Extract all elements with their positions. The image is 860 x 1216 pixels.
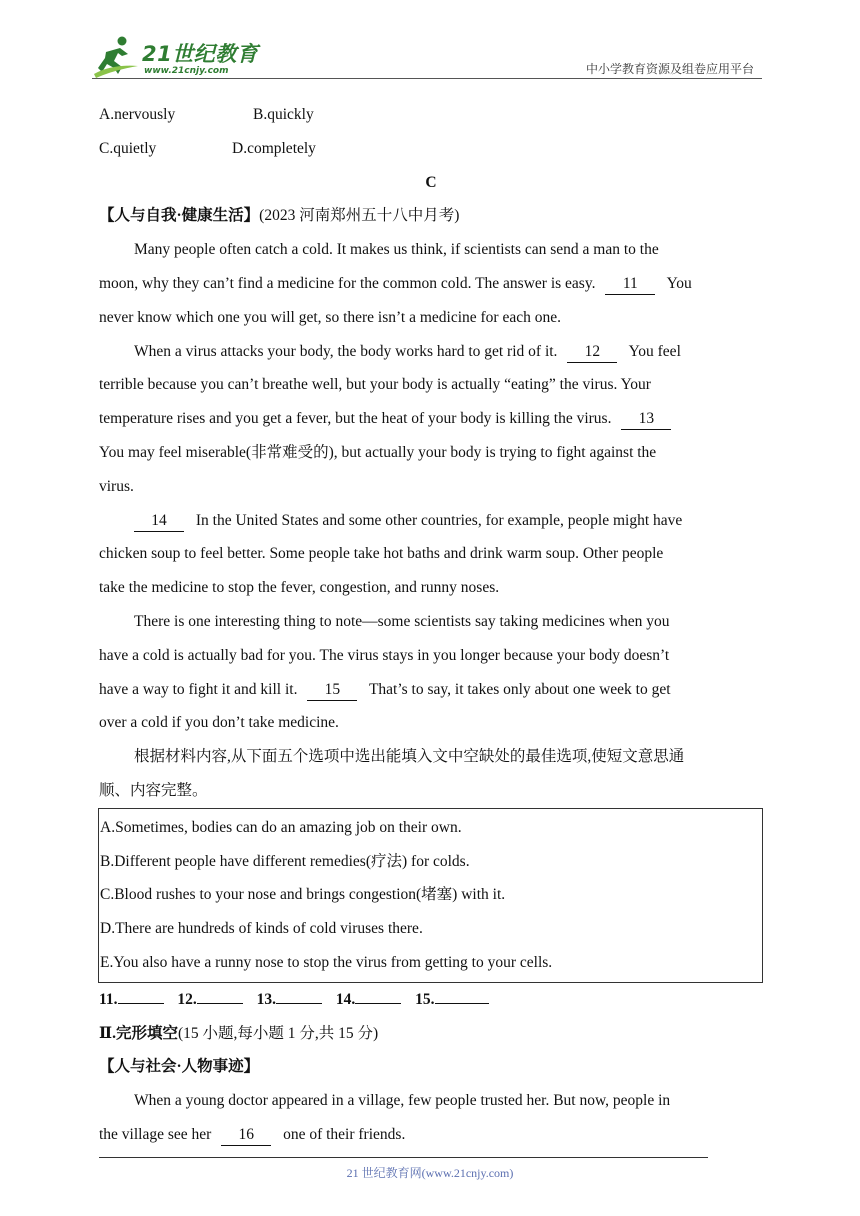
- prev-options-row-1: [99, 98, 763, 132]
- answer-blank-12[interactable]: [197, 1003, 243, 1004]
- prev-options-row-2: [99, 132, 763, 166]
- instruction: [99, 740, 763, 808]
- answer-number: 12.: [177, 990, 197, 1008]
- text-line: [99, 673, 763, 707]
- option-item: D.There are hundreds of kinds of cold viruses there.: [100, 920, 423, 938]
- answer-blank-14[interactable]: [355, 1003, 401, 1004]
- text-span: In the United States and some other countries, for example, people might have: [195, 511, 683, 529]
- text-line: [99, 1118, 763, 1152]
- text-line: take the medicine to stop the fever, congestion, and runny noses.: [99, 579, 500, 597]
- text-line: have a cold is actually bad for you. The virus stays in you longer because your body doesn’t: [99, 646, 670, 664]
- text-line: [99, 335, 763, 369]
- blank-15[interactable]: 15: [307, 680, 357, 701]
- text-line: Many people often catch a cold. It makes us think, if scientists can send a man to the: [134, 241, 659, 259]
- text-span: temperature rises and you get a fever, but the heat of your body is killing the virus.: [99, 410, 612, 428]
- platform-name: 中小学教育资源及组卷应用平台: [585, 62, 754, 76]
- section-2-heading: [99, 1017, 763, 1051]
- text-span: When a young doctor appeared in a village, few people trusted her. But now, people in: [134, 1092, 671, 1110]
- text-span: You feel: [628, 342, 681, 360]
- section-scoring: (15 小题,每小题 1 分,共 15 分): [177, 1024, 379, 1042]
- option-item: A.Sometimes, bodies can do an amazing job on their own.: [100, 818, 462, 836]
- answer-number: 13.: [256, 990, 277, 1008]
- paragraph-3: [99, 504, 763, 605]
- text-line: over a cold if you don’t take medicine.: [99, 714, 339, 732]
- paragraph-4: [99, 605, 763, 740]
- text-span: one of their friends.: [283, 1125, 406, 1143]
- option-a: A.nervously: [99, 106, 176, 123]
- blank-16[interactable]: 16: [221, 1125, 271, 1146]
- source-note: (2023 河南郑州五十八中月考): [259, 207, 460, 225]
- paragraph-1: [99, 233, 763, 334]
- answer-blank-13[interactable]: [276, 1003, 322, 1004]
- answer-number: 11.: [99, 990, 118, 1008]
- theme-tag: 【人与自我·健康生活】: [99, 207, 260, 225]
- runner-logo-icon: [92, 34, 140, 78]
- section-2-tag: 【人与社会·人物事迹】: [99, 1058, 260, 1076]
- blank-12[interactable]: 12: [567, 342, 617, 363]
- options-box: [98, 808, 763, 983]
- footer-divider: [99, 1157, 708, 1158]
- logo-text: 21世纪教育: [142, 42, 259, 66]
- text-line: virus.: [99, 477, 134, 495]
- instruction-line: 根据材料内容,从下面五个选项中选出能填入文中空缺处的最佳选项,使短文意思通: [134, 748, 685, 766]
- text-line: chicken soup to feel better. Some people take hot baths and drink warm soup. Other people: [99, 545, 664, 563]
- text-span: That’s to say, it takes only about one week to get: [368, 680, 671, 698]
- text-line: never know which one you will get, so there isn’t a medicine for each one.: [99, 308, 561, 326]
- text-span: You: [666, 274, 692, 292]
- blank-13[interactable]: 13: [621, 409, 671, 430]
- page-header: [92, 30, 762, 80]
- blank-11[interactable]: 11: [605, 274, 655, 295]
- answer-blank-15[interactable]: [435, 1003, 489, 1004]
- blank-14[interactable]: 14: [134, 511, 184, 532]
- answer-row: [99, 983, 763, 1017]
- option-item: C.Blood rushes to your nose and brings congestion(堵塞) with it.: [100, 886, 506, 904]
- logo: [92, 34, 262, 78]
- page-content: [99, 98, 763, 1152]
- option-c: C.quietly: [99, 139, 157, 157]
- text-span: have a way to fight it and kill it.: [99, 680, 298, 698]
- text-span: moon, why they can’t find a medicine for the common cold. The answer is easy.: [99, 274, 596, 292]
- logo-url: www.21cnjy.com: [144, 66, 229, 76]
- answer-blank-11[interactable]: [118, 1003, 164, 1004]
- answer-number: 15.: [415, 990, 435, 1008]
- option-item: E.You also have a runny nose to stop the virus from getting to your cells.: [100, 953, 553, 971]
- answer-number: 14.: [335, 990, 356, 1008]
- text-line: You may feel miserable(非常难受的), but actually your body is trying to fight against the: [99, 443, 657, 461]
- section-letter: C: [425, 173, 437, 191]
- paragraph-2: [99, 335, 763, 504]
- text-line: [99, 267, 763, 301]
- option-item: B.Different people have different remedies(疗法) for colds.: [100, 852, 470, 870]
- text-span: When a virus attacks your body, the body works hard to get rid of it.: [134, 342, 558, 360]
- text-span: the village see her: [99, 1125, 212, 1143]
- option-d: D.completely: [232, 139, 316, 157]
- option-b: B.quickly: [253, 106, 314, 123]
- footer-text: 21 世纪教育网(www.21cnjy.com): [346, 1166, 514, 1180]
- header-divider: [92, 78, 762, 79]
- instruction-line: 顺、内容完整。: [99, 781, 208, 799]
- section-title: Ⅱ.完形填空: [99, 1024, 178, 1042]
- text-line: There is one interesting thing to note—some scientists say taking medicines when you: [134, 612, 670, 630]
- text-line: [99, 402, 763, 436]
- text-line: [99, 504, 763, 538]
- text-line: [99, 1084, 763, 1118]
- section-heading: [99, 199, 763, 233]
- text-line: terrible because you can’t breathe well, but your body is actually “eating” the virus. Your: [99, 376, 651, 394]
